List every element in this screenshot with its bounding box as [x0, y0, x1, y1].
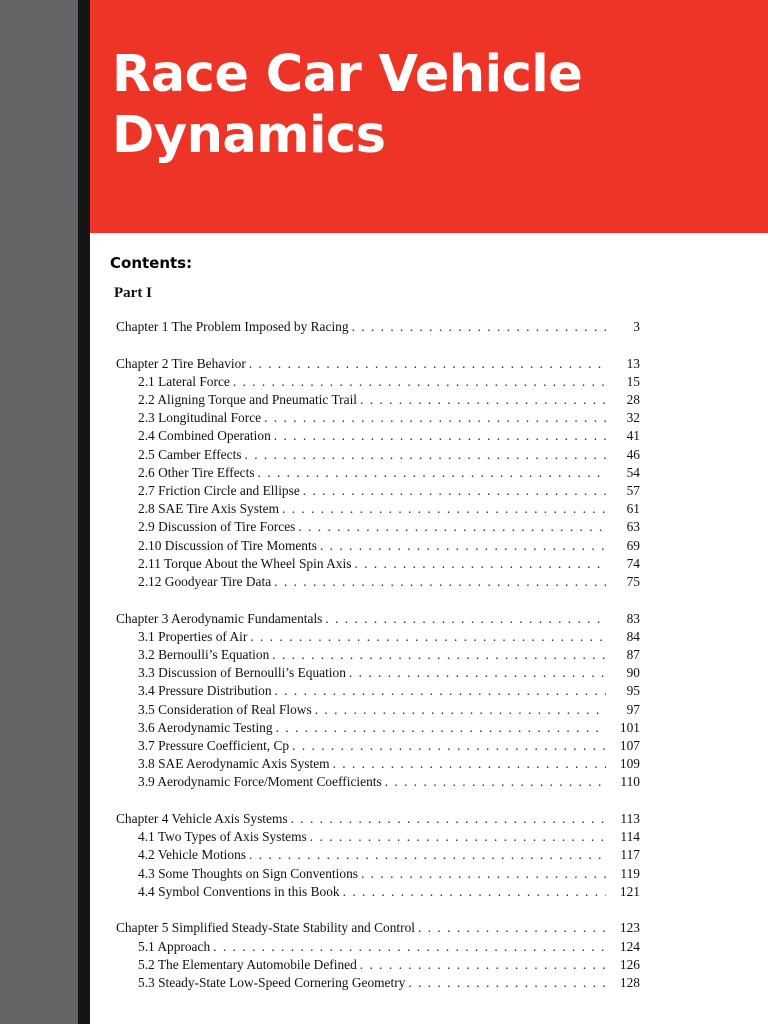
dot-leader [291, 810, 606, 828]
chapter-spacer [116, 591, 640, 610]
toc-entry-title: 5.2 The Elementary Automobile Defined [138, 956, 357, 972]
toc-section-entry [116, 646, 640, 664]
toc-entry-title: 3.9 Aerodynamic Force/Moment Coefficients [138, 774, 382, 790]
toc-section-entry [116, 938, 640, 956]
toc-entry-title: Chapter 1 The Problem Imposed by Racing [116, 319, 349, 334]
toc-chapter-entry [116, 318, 640, 336]
chapter-spacer [116, 336, 640, 355]
toc-entry-title: 3.3 Discussion of Bernoulli’s Equation [138, 665, 346, 681]
toc-page-number: 128 [619, 975, 640, 990]
toc-entry-title: 2.1 Lateral Force [138, 373, 230, 389]
dot-leader [213, 938, 606, 956]
toc-section-entry [116, 719, 640, 737]
toc-page-number: 32 [626, 410, 640, 426]
toc-page-number: 114 [620, 829, 640, 845]
toc-page-number: 54 [626, 464, 640, 480]
toc-page-number: 41 [626, 428, 640, 444]
dot-leader [325, 610, 606, 628]
toc-entry-title: 5.3 Steady-State Low-Speed Cornering Geometry [138, 975, 406, 990]
toc-page-number: 95 [626, 683, 640, 699]
toc-entry-title: 2.10 Discussion of Tire Moments [138, 537, 317, 553]
toc-page-number: 69 [626, 537, 640, 553]
toc-entry-title: Chapter 2 Tire Behavior [116, 355, 246, 371]
toc-page-number: 15 [626, 373, 640, 389]
toc-entry-title: 3.8 SAE Aerodynamic Axis System [138, 756, 330, 772]
toc-section-entry [116, 518, 640, 536]
dot-leader [303, 482, 606, 500]
book-page [90, 0, 768, 1024]
toc-entry-title: 2.12 Goodyear Tire Data [138, 573, 272, 589]
toc-section-entry [116, 482, 640, 500]
toc-entry-title: 4.1 Two Types of Axis Systems [138, 829, 307, 845]
chapter-spacer [116, 792, 640, 811]
book-spine-edge [78, 0, 90, 1024]
book-title-line-2: Dynamics [112, 106, 386, 165]
toc-page-number: 121 [619, 883, 640, 899]
toc-entry-title: 2.7 Friction Circle and Ellipse [138, 483, 300, 498]
toc-page-number: 107 [619, 737, 640, 753]
toc-entry-title: 2.5 Camber Effects [138, 446, 242, 462]
dot-leader [310, 828, 606, 846]
book-title [112, 44, 582, 166]
dot-leader [333, 755, 606, 773]
toc-entry-title: 4.4 Symbol Conventions in this Book [138, 883, 340, 899]
toc-page-number: 57 [626, 483, 640, 498]
dot-leader [385, 773, 606, 791]
toc-section-entry [116, 846, 640, 864]
toc-page-number: 74 [626, 555, 640, 571]
dot-leader [258, 464, 606, 482]
dot-leader [320, 537, 606, 555]
toc-section-entry [116, 446, 640, 464]
book-title-line-1: Race Car Vehicle [112, 45, 583, 104]
dot-leader [275, 682, 606, 700]
toc-section-entry [116, 664, 640, 682]
toc-section-entry [116, 409, 640, 427]
toc-entry-title: 3.6 Aerodynamic Testing [138, 719, 273, 735]
dot-leader [352, 318, 606, 336]
toc-entry-title: 2.6 Other Tire Effects [138, 464, 255, 480]
toc-section-entry [116, 427, 640, 445]
toc-entry-title: 2.4 Combined Operation [138, 428, 271, 444]
table-of-contents [116, 318, 640, 992]
toc-page-number: 97 [626, 701, 640, 717]
toc-page-number: 109 [619, 756, 640, 772]
toc-page-number: 113 [620, 811, 640, 826]
toc-entry-title: Chapter 3 Aerodynamic Fundamentals [116, 610, 323, 626]
toc-section-entry [116, 555, 640, 573]
toc-entry-title: 2.11 Torque About the Wheel Spin Axis [138, 555, 352, 571]
dot-leader [274, 427, 606, 445]
toc-entry-title: 5.1 Approach [138, 938, 211, 954]
toc-page-number: 63 [626, 519, 640, 535]
toc-page-number: 83 [626, 610, 640, 626]
dot-leader [272, 646, 606, 664]
dot-leader [274, 573, 606, 591]
toc-page-number: 13 [626, 355, 640, 371]
dot-leader [418, 919, 606, 937]
dot-leader [360, 391, 606, 409]
toc-entry-title: 2.3 Longitudinal Force [138, 410, 262, 426]
toc-page-number: 126 [619, 956, 640, 972]
toc-page-number: 3 [633, 319, 640, 334]
dot-leader [264, 409, 606, 427]
toc-section-entry [116, 737, 640, 755]
toc-entry-title: 2.2 Aligning Torque and Pneumatic Trail [138, 392, 358, 408]
toc-section-entry [116, 865, 640, 883]
toc-page-number: 61 [626, 501, 640, 517]
contents-heading: Contents: [110, 254, 193, 272]
toc-section-entry [116, 464, 640, 482]
toc-page-number: 119 [620, 865, 640, 881]
dot-leader [408, 974, 606, 992]
toc-entry-title: 4.2 Vehicle Motions [138, 847, 246, 863]
toc-chapter-entry [116, 610, 640, 628]
toc-section-entry [116, 573, 640, 591]
toc-section-entry [116, 974, 640, 992]
toc-page-number: 75 [626, 573, 640, 589]
toc-entry-title: 4.3 Some Thoughts on Sign Conventions [138, 865, 358, 881]
dot-leader [249, 846, 606, 864]
toc-entry-title: 2.8 SAE Tire Axis System [138, 501, 280, 517]
toc-section-entry [116, 883, 640, 901]
toc-page-number: 124 [619, 938, 640, 954]
toc-section-entry [116, 391, 640, 409]
toc-section-entry [116, 373, 640, 391]
dot-leader [245, 446, 607, 464]
toc-section-entry [116, 773, 640, 791]
toc-entry-title: 3.2 Bernoulli’s Equation [138, 647, 270, 662]
dot-leader [292, 737, 606, 755]
toc-section-entry [116, 628, 640, 646]
dot-leader [276, 719, 606, 737]
dot-leader [249, 355, 606, 373]
toc-section-entry [116, 682, 640, 700]
dot-leader [315, 701, 606, 719]
dot-leader [250, 628, 606, 646]
left-margin-bar [0, 0, 78, 1024]
toc-page-number: 84 [626, 628, 640, 644]
toc-chapter-entry [116, 355, 640, 373]
dot-leader [298, 518, 606, 536]
toc-section-entry [116, 500, 640, 518]
toc-entry-title: 2.9 Discussion of Tire Forces [138, 519, 296, 535]
toc-entry-title: 3.4 Pressure Distribution [138, 683, 272, 699]
toc-section-entry [116, 701, 640, 719]
dot-leader [361, 865, 606, 883]
dot-leader [360, 956, 606, 974]
toc-page-number: 101 [619, 719, 640, 735]
toc-section-entry [116, 537, 640, 555]
dot-leader [343, 883, 606, 901]
toc-page-number: 90 [626, 665, 640, 681]
toc-chapter-entry [116, 810, 640, 828]
toc-chapter-entry [116, 919, 640, 937]
dot-leader [282, 500, 606, 518]
toc-entry-title: 3.7 Pressure Coefficient, Cp [138, 737, 290, 753]
toc-entry-title: Chapter 4 Vehicle Axis Systems [116, 811, 288, 826]
toc-entry-title: Chapter 5 Simplified Steady-State Stability and Control [116, 920, 416, 936]
dot-leader [233, 373, 606, 391]
toc-section-entry [116, 755, 640, 773]
dot-leader [354, 555, 606, 573]
toc-page-number: 46 [626, 446, 640, 462]
dot-leader [349, 664, 606, 682]
toc-section-entry [116, 956, 640, 974]
toc-section-entry [116, 828, 640, 846]
toc-entry-title: 3.5 Consideration of Real Flows [138, 701, 312, 717]
toc-page-number: 117 [620, 847, 640, 863]
part-heading: Part I [114, 285, 152, 301]
toc-page-number: 123 [619, 920, 640, 936]
toc-page-number: 110 [620, 774, 640, 790]
chapter-spacer [116, 901, 640, 920]
toc-page-number: 87 [626, 647, 640, 662]
toc-page-number: 28 [626, 392, 640, 408]
toc-entry-title: 3.1 Properties of Air [138, 628, 248, 644]
title-banner [90, 0, 768, 233]
